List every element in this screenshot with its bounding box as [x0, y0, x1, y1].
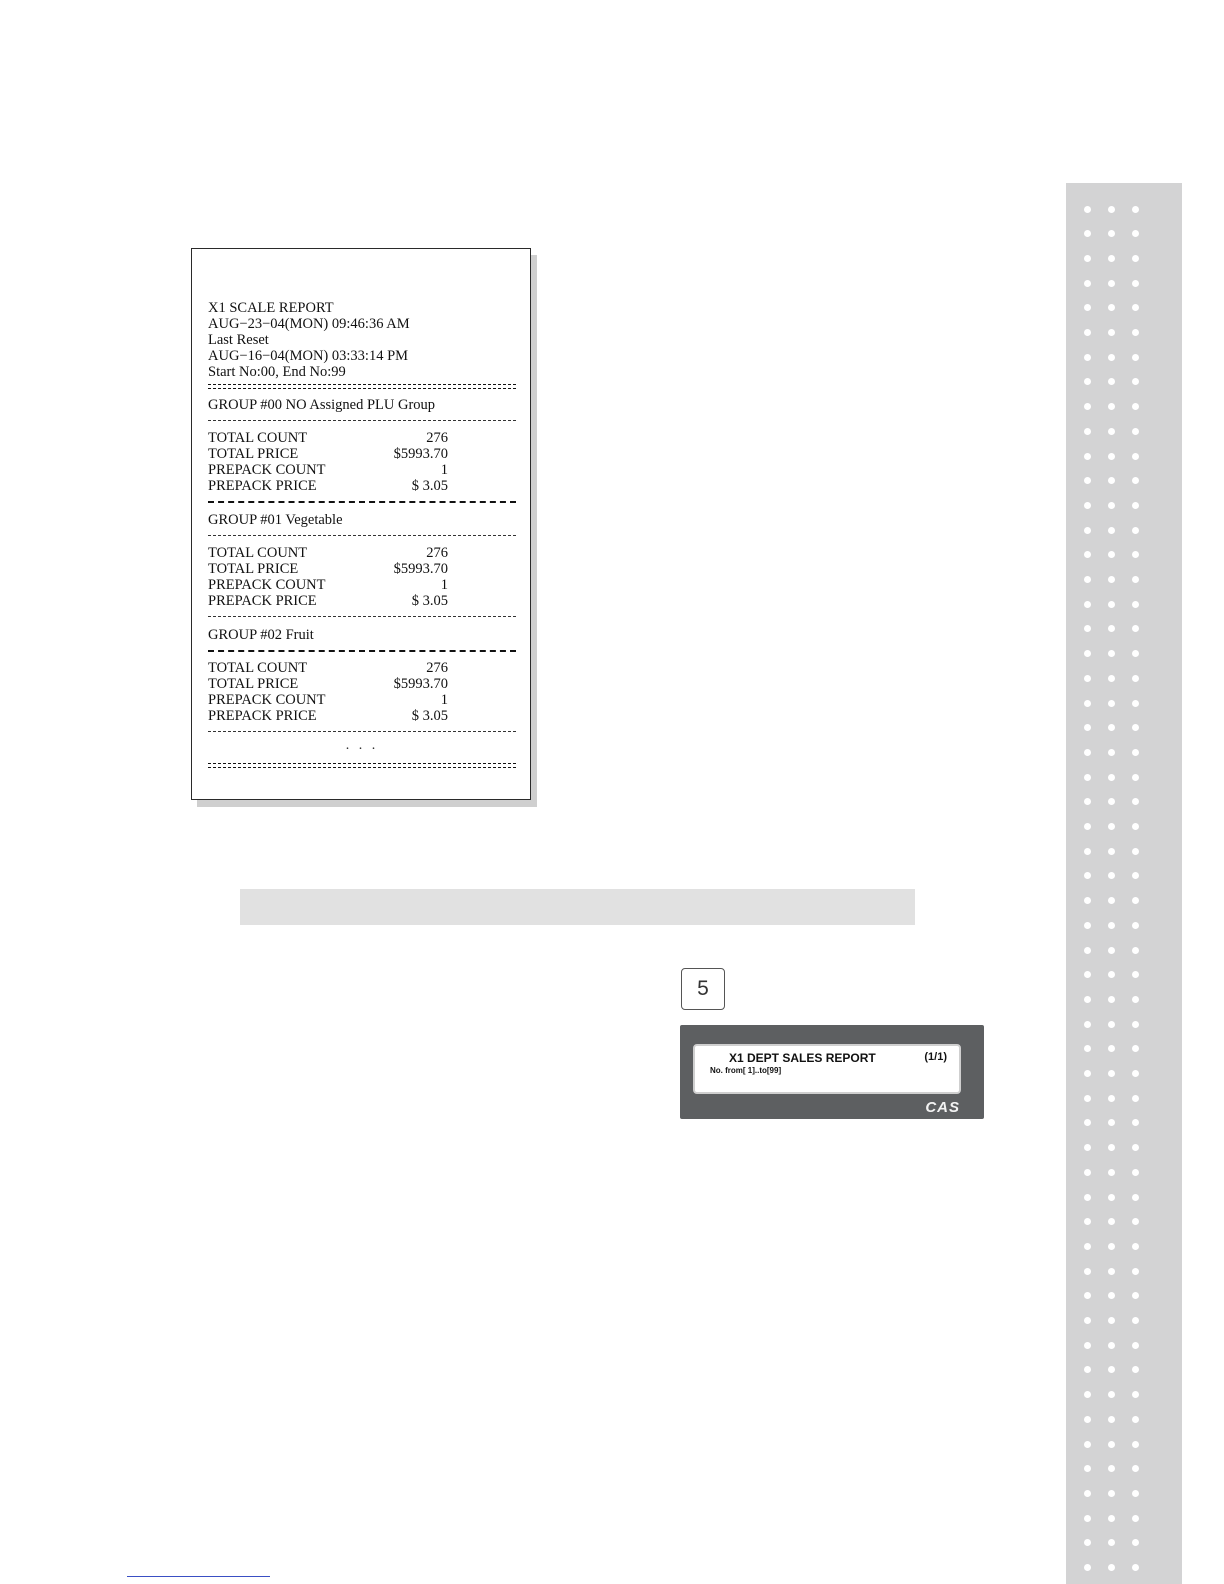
decorative-dot: [1108, 1243, 1115, 1250]
decorative-dot: [1084, 1119, 1091, 1126]
row-value: 1: [440, 577, 448, 593]
decorative-dot: [1132, 922, 1139, 929]
decorative-dot: [1108, 576, 1115, 583]
decorative-dot: [1084, 872, 1091, 879]
decorative-dot: [1132, 971, 1139, 978]
decorative-dot: [1084, 971, 1091, 978]
decorative-dot: [1108, 700, 1115, 707]
decorative-dot: [1084, 428, 1091, 435]
decorative-dot: [1108, 971, 1115, 978]
decorative-dot: [1132, 206, 1139, 213]
decorative-dot: [1132, 551, 1139, 558]
section-heading-band: [240, 889, 915, 925]
decorative-dot: [1108, 1095, 1115, 1102]
dashed-rule: [208, 731, 516, 732]
decorative-dot: [1132, 1539, 1139, 1546]
decorative-dot: [1132, 1243, 1139, 1250]
row-value: $5993.70: [393, 561, 448, 577]
decorative-dot: [1108, 1515, 1115, 1522]
decorative-dot: [1084, 1564, 1091, 1571]
decorative-dot: [1132, 749, 1139, 756]
decorative-dot: [1084, 848, 1091, 855]
decorative-dot: [1108, 1292, 1115, 1299]
row-label: PREPACK COUNT: [208, 692, 326, 708]
row-label: PREPACK PRICE: [208, 708, 317, 724]
decorative-dot: [1108, 1169, 1115, 1176]
decorative-dot: [1108, 1218, 1115, 1225]
decorative-dot: [1084, 749, 1091, 756]
decorative-dot: [1108, 280, 1115, 287]
decorative-dot: [1132, 774, 1139, 781]
decorative-dot: [1108, 922, 1115, 929]
receipt-row: [208, 660, 448, 676]
decorative-dot: [1108, 206, 1115, 213]
decorative-dot: [1108, 1317, 1115, 1324]
decorative-dot: [1132, 1095, 1139, 1102]
dashed-rule: [208, 420, 516, 421]
decorative-dot: [1108, 502, 1115, 509]
decorative-dot: [1084, 1194, 1091, 1201]
group-title: GROUP #00 NO Assigned PLU Group: [208, 397, 436, 413]
receipt-row: [208, 561, 448, 577]
decorative-dot: [1108, 1490, 1115, 1497]
ellipsis: . . .: [345, 738, 379, 753]
decorative-dot: [1132, 1194, 1139, 1201]
receipt-row: [208, 545, 448, 561]
decorative-dot: [1108, 551, 1115, 558]
receipt-row: [208, 577, 448, 593]
decorative-dot: [1108, 1564, 1115, 1571]
decorative-dot: [1108, 1441, 1115, 1448]
decorative-dot: [1108, 625, 1115, 632]
decorative-dot: [1084, 230, 1091, 237]
decorative-dot: [1108, 230, 1115, 237]
decorative-dot: [1084, 354, 1091, 361]
decorative-dot: [1108, 1416, 1115, 1423]
row-label: TOTAL PRICE: [208, 561, 299, 577]
decorative-dot: [1084, 1539, 1091, 1546]
dashed-rule: [208, 616, 516, 617]
decorative-dot: [1132, 1119, 1139, 1126]
decorative-dot: [1108, 996, 1115, 1003]
decorative-dot: [1084, 1268, 1091, 1275]
decorative-dot: [1108, 1391, 1115, 1398]
decorative-dot: [1132, 872, 1139, 879]
footer-link-rule: [127, 1576, 270, 1577]
decorative-dot: [1084, 650, 1091, 657]
decorative-dot: [1108, 1465, 1115, 1472]
decorative-dot: [1132, 1144, 1139, 1151]
decorative-dot: [1132, 378, 1139, 385]
row-label: PREPACK PRICE: [208, 478, 317, 494]
dashed-rule: [208, 501, 516, 503]
decorative-dot: [1132, 601, 1139, 608]
decorative-dot: [1108, 872, 1115, 879]
decorative-dot: [1084, 1342, 1091, 1349]
decorative-dot: [1108, 1045, 1115, 1052]
row-value: 276: [426, 430, 448, 446]
double-rule: [208, 384, 516, 389]
decorative-dot: [1084, 378, 1091, 385]
decorative-dot: [1084, 1095, 1091, 1102]
decorative-dot: [1084, 774, 1091, 781]
decorative-dot: [1084, 1515, 1091, 1522]
decorative-dot: [1108, 329, 1115, 336]
decorative-dot: [1132, 798, 1139, 805]
decorative-dot: [1132, 675, 1139, 682]
decorative-dot: [1084, 947, 1091, 954]
decorative-dot: [1084, 798, 1091, 805]
decorative-dot: [1132, 477, 1139, 484]
decorative-dot: [1132, 625, 1139, 632]
decorative-dot: [1108, 1194, 1115, 1201]
decorative-dot: [1084, 576, 1091, 583]
decorative-dot: [1132, 1292, 1139, 1299]
decorative-dot: [1108, 527, 1115, 534]
row-value: $5993.70: [393, 676, 448, 692]
side-decoration-bar: [1066, 183, 1182, 1584]
decorative-dot: [1084, 1416, 1091, 1423]
receipt-row: [208, 446, 448, 462]
decorative-dot: [1108, 477, 1115, 484]
decorative-dot: [1084, 1045, 1091, 1052]
report-title: X1 SCALE REPORT: [208, 300, 334, 316]
decorative-dot: [1084, 280, 1091, 287]
scale-display: [680, 1025, 984, 1119]
receipt-row: [208, 676, 448, 692]
double-rule: [208, 763, 516, 768]
row-label: TOTAL COUNT: [208, 545, 308, 561]
decorative-dot: [1084, 551, 1091, 558]
decorative-dot: [1132, 527, 1139, 534]
group-title: GROUP #01 Vegetable: [208, 512, 343, 528]
decorative-dot: [1108, 304, 1115, 311]
decorative-dot: [1132, 1218, 1139, 1225]
decorative-dot: [1108, 774, 1115, 781]
decorative-dot: [1084, 922, 1091, 929]
display-page-indicator: (1/1): [924, 1051, 947, 1063]
decorative-dot: [1108, 675, 1115, 682]
receipt-row: [208, 708, 448, 724]
decorative-dot: [1084, 1391, 1091, 1398]
display-screen: [693, 1044, 961, 1094]
decorative-dot: [1132, 1366, 1139, 1373]
decorative-dot: [1132, 1441, 1139, 1448]
decorative-dot: [1108, 749, 1115, 756]
decorative-dot: [1084, 1218, 1091, 1225]
receipt-row: [208, 593, 448, 609]
decorative-dot: [1132, 1021, 1139, 1028]
decorative-dot: [1132, 1416, 1139, 1423]
row-value: $ 3.05: [411, 708, 448, 724]
decorative-dot: [1084, 477, 1091, 484]
decorative-dot: [1132, 1342, 1139, 1349]
decorative-dot: [1084, 897, 1091, 904]
decorative-dot: [1108, 947, 1115, 954]
decorative-dot: [1132, 897, 1139, 904]
decorative-dot: [1132, 1391, 1139, 1398]
display-title: X1 DEPT SALES REPORT: [729, 1051, 876, 1065]
decorative-dot: [1084, 1441, 1091, 1448]
decorative-dot: [1084, 403, 1091, 410]
decorative-dot: [1132, 1317, 1139, 1324]
decorative-dot: [1132, 1490, 1139, 1497]
decorative-dot: [1084, 502, 1091, 509]
decorative-dot: [1132, 724, 1139, 731]
decorative-dot: [1132, 230, 1139, 237]
row-label: TOTAL PRICE: [208, 446, 299, 462]
decorative-dot: [1084, 1490, 1091, 1497]
last-reset-datetime: AUG−16−04(MON) 03:33:14 PM: [208, 348, 409, 364]
decorative-dot: [1132, 700, 1139, 707]
decorative-dot: [1132, 354, 1139, 361]
decorative-dot: [1084, 1070, 1091, 1077]
decorative-dot: [1108, 848, 1115, 855]
decorative-dot: [1084, 724, 1091, 731]
decorative-dot: [1108, 1021, 1115, 1028]
decorative-dot: [1084, 1144, 1091, 1151]
decorative-dot: [1132, 848, 1139, 855]
decorative-dot: [1132, 650, 1139, 657]
row-value: 276: [426, 545, 448, 561]
decorative-dot: [1132, 1515, 1139, 1522]
receipt-row: [208, 692, 448, 708]
decorative-dot: [1084, 1021, 1091, 1028]
row-value: $5993.70: [393, 446, 448, 462]
decorative-dot: [1084, 1366, 1091, 1373]
decorative-dot: [1132, 304, 1139, 311]
row-label: PREPACK PRICE: [208, 593, 317, 609]
decorative-dot: [1108, 428, 1115, 435]
row-value: 1: [440, 462, 448, 478]
decorative-dot: [1084, 823, 1091, 830]
receipt-row: [208, 462, 448, 478]
decorative-dot: [1108, 378, 1115, 385]
decorative-dot: [1132, 823, 1139, 830]
decorative-dot: [1084, 1317, 1091, 1324]
range-line: Start No:00, End No:99: [208, 364, 346, 380]
row-label: PREPACK COUNT: [208, 462, 326, 478]
row-label: TOTAL COUNT: [208, 660, 308, 676]
receipt-row: [208, 478, 448, 494]
decorative-dot: [1132, 1045, 1139, 1052]
last-reset-label: Last Reset: [208, 332, 269, 348]
decorative-dot: [1132, 428, 1139, 435]
decorative-dot: [1132, 947, 1139, 954]
decorative-dot: [1108, 255, 1115, 262]
dashed-rule: [208, 650, 516, 652]
report-datetime: AUG−23−04(MON) 09:46:36 AM: [208, 316, 410, 332]
decorative-dot: [1132, 453, 1139, 460]
decorative-dot: [1108, 1119, 1115, 1126]
decorative-dot: [1084, 206, 1091, 213]
decorative-dot: [1108, 1144, 1115, 1151]
row-value: $ 3.05: [411, 478, 448, 494]
decorative-dot: [1108, 724, 1115, 731]
decorative-dot: [1108, 1070, 1115, 1077]
decorative-dot: [1132, 502, 1139, 509]
decorative-dot: [1084, 1169, 1091, 1176]
receipt-printout: [191, 248, 531, 800]
row-value: 1: [440, 692, 448, 708]
decorative-dot: [1084, 625, 1091, 632]
decorative-dot: [1084, 1292, 1091, 1299]
row-label: TOTAL PRICE: [208, 676, 299, 692]
receipt-row: [208, 430, 448, 446]
decorative-dot: [1084, 601, 1091, 608]
decorative-dot: [1108, 650, 1115, 657]
decorative-dot: [1108, 1342, 1115, 1349]
decorative-dot: [1108, 897, 1115, 904]
decorative-dot: [1132, 329, 1139, 336]
decorative-dot: [1108, 601, 1115, 608]
decorative-dot: [1084, 996, 1091, 1003]
decorative-dot: [1108, 798, 1115, 805]
decorative-dot: [1132, 576, 1139, 583]
display-range-prompt: No. from[ 1]..to[99]: [710, 1066, 782, 1075]
decorative-dot: [1132, 255, 1139, 262]
row-value: 276: [426, 660, 448, 676]
decorative-dot: [1108, 354, 1115, 361]
decorative-dot: [1108, 1366, 1115, 1373]
row-label: PREPACK COUNT: [208, 577, 326, 593]
decorative-dot: [1132, 1070, 1139, 1077]
group-title: GROUP #02 Fruit: [208, 627, 314, 643]
dashed-rule: [208, 535, 516, 536]
key-5-button[interactable]: 5: [681, 968, 725, 1010]
decorative-dot: [1084, 329, 1091, 336]
decorative-dot: [1084, 527, 1091, 534]
decorative-dot: [1132, 1465, 1139, 1472]
decorative-dot: [1084, 304, 1091, 311]
decorative-dot: [1108, 453, 1115, 460]
row-label: TOTAL COUNT: [208, 430, 308, 446]
decorative-dot: [1084, 453, 1091, 460]
decorative-dot: [1132, 996, 1139, 1003]
cas-logo: CAS: [925, 1099, 960, 1116]
decorative-dot: [1108, 403, 1115, 410]
decorative-dot: [1132, 280, 1139, 287]
decorative-dot: [1108, 1268, 1115, 1275]
decorative-dot: [1084, 700, 1091, 707]
decorative-dot: [1108, 1539, 1115, 1546]
decorative-dot: [1132, 1169, 1139, 1176]
decorative-dot: [1132, 403, 1139, 410]
decorative-dot: [1084, 1243, 1091, 1250]
decorative-dot: [1084, 675, 1091, 682]
decorative-dot: [1084, 255, 1091, 262]
decorative-dot: [1132, 1564, 1139, 1571]
decorative-dot: [1084, 1465, 1091, 1472]
decorative-dot: [1108, 823, 1115, 830]
decorative-dot: [1132, 1268, 1139, 1275]
row-value: $ 3.05: [411, 593, 448, 609]
